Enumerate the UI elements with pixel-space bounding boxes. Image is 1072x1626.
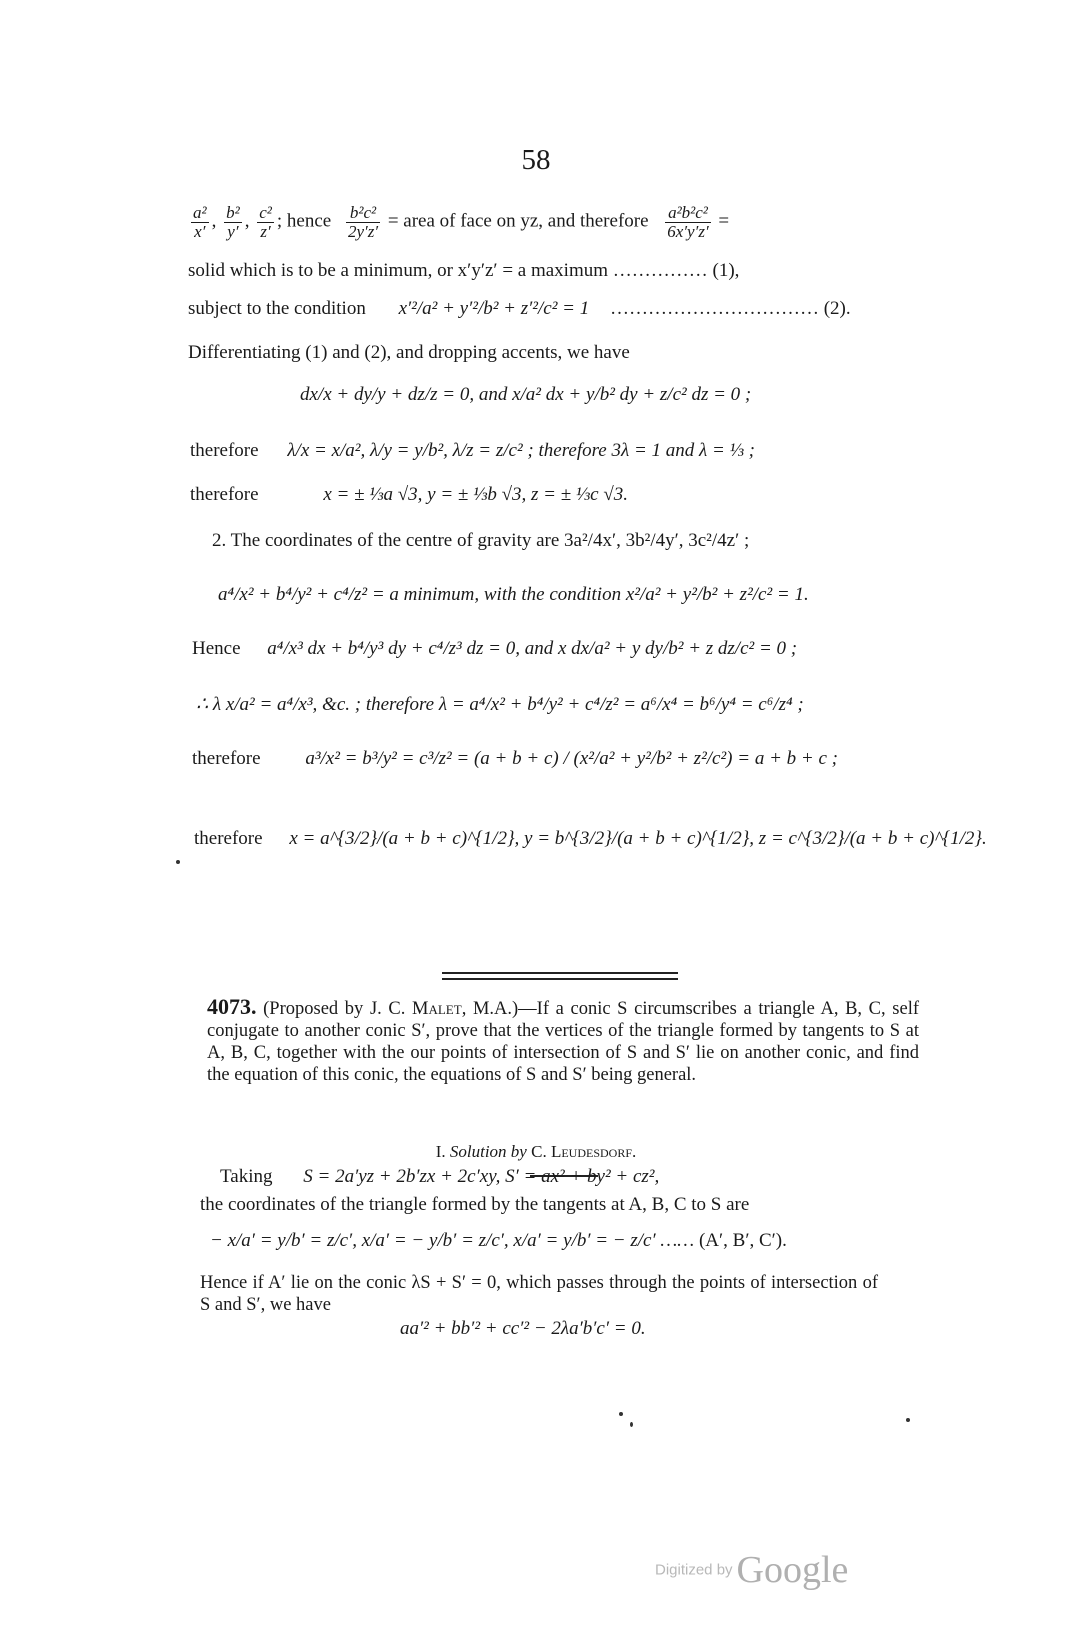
taking-expr: S = 2a′yz + 2b′zx + 2c′xy, S′ = ax² + by² + cz², [303,1166,660,1187]
problem-text-b: , M.A.)—If a conic S circumscribes a triangle A, B, C, self conjugate to another conic S′, prove that the vertices of the triangle formed by tangents to S at A, B, C, together with the our points of intersection of S and S′ lie on another conic, and find the equation of this conic, the equations of S and S′ being general. [207,999,919,1085]
area-text: = area of face on yz, and therefore [387,210,649,232]
frac-a2-x: $\frac{\text{a²}}{x'}$ [193,203,207,241]
final-xyz-expr: x = a^{3/2}/(a + b + c)^{1/2}, y = b^{3/2}/(a + b + c)^{1/2}, z = c^{3/2}/(a + b + c)^{1/2}. [289,828,987,849]
problem-number: 4073. [207,994,257,1019]
frac-c2-z: $\frac{\text{c²}}{z'}$ [259,203,272,241]
therefore-label-3: therefore [192,748,261,769]
google-watermark [655,1548,848,1592]
hence-text: ; hence [276,210,332,232]
watermark-small: Digitized by [655,1561,733,1579]
solution-author: Leudesdorf. [550,1142,637,1161]
page-number: 58 [521,144,551,176]
tangent-coords-expr: − x/a′ = y/b′ = z/c′, x/a′ = − y/b′ = z/c′, x/a′ = y/b′ = − z/c′ …… [210,1230,695,1251]
part2-line-6 [194,828,987,851]
lambda-expr: λ/x = x/a², λ/y = y/b², λ/z = z/c² ; therefore 3λ = 1 and λ = ⅓ ; [287,440,755,461]
condition-expr: x′²/a² + y′²/b² + z′²/c² = 1 [398,298,590,319]
condition-label: subject to the condition [188,298,366,319]
solution-line-3 [210,1230,787,1253]
top-line-4: Differentiating (1) and (2), and dropping accents, we have [188,342,630,363]
part2-line-1: 2. The coordinates of the centre of gravity are 3a²/4x′, 3b²/4y′, 3c²/4z′ ; [212,530,750,551]
stray-dot-1 [176,860,180,864]
solution-line-2: the coordinates of the triangle formed by the tangents at A, B, C to S are [200,1194,750,1215]
problem-author: Malet [412,999,462,1019]
part2-line-5 [192,748,838,771]
frac-solid: $\frac{\text{a²b²c²}}{6x'y'z'}$ [667,203,709,241]
solution-initial: C. [526,1142,551,1161]
top-line-6 [190,440,755,463]
hence-expr: a⁴/x³ dx + b⁴/y³ dy + c⁴/z³ dz = 0, and x dx/a² + y dy/b² + z dz/c² = 0 ; [267,638,798,659]
solution-numeral: I. [435,1142,450,1161]
therefore-label-1: therefore [190,440,259,461]
solution-heading [0,1142,1072,1162]
abc-ratio-expr: a³/x² = b³/y² = c³/z² = (a + b + c) / (x²/a² + y²/b² + z²/c²) = a + b + c ; [305,748,838,769]
condition-tail: …………………………… (2). [609,298,851,319]
top-line-1: $\frac{\text{a²}}{x'}$ , $\frac{\text{b²}}{y'}$ , $\frac{\text{c²}}{z'}$ ; hence $\frac{\text{b²c²}}{2y'z'}$ = area of face on yz, and therefore $\frac{\text{a²b²c²}}{6x'y'z'}$ = [193,203,730,241]
frac-b2-y: $\frac{\text{b²}}{y'}$ [226,203,240,241]
google-logo-text: Google [736,1549,849,1591]
top-line-7 [190,484,628,507]
solution-by: Solution by [449,1142,527,1161]
frac-face: $\frac{\text{b²c²}}{2y'z'}$ [347,203,379,241]
top-line-2: solid which is to be a minimum, or x′y′z′ = a maximum …………… (1), [188,260,740,281]
stray-dot-4 [630,1422,633,1427]
problem-text-a: (Proposed by J. C. [263,999,413,1019]
stray-dot-3 [619,1412,623,1416]
part2-line-4: ∴ λ x/a² = a⁴/x³, &c. ; therefore λ = a⁴/x² + b⁴/y² + c⁴/z² = a⁶/x⁴ = b⁶/y⁴ = c⁶/z⁴ ; [196,694,804,715]
solution-line-4: Hence if A′ lie on the conic λS + S′ = 0, which passes through the points of intersection of S and S′, we have [200,1273,878,1315]
stray-dot-2 [906,1418,910,1422]
solution-line-1 [220,1166,659,1189]
problem-4073 [207,996,919,1086]
hence-label: Hence [192,638,241,659]
xyz-solution: x = ± ⅓a √3, y = ± ⅓b √3, z = ± ⅓c √3. [323,484,629,505]
solution-line-5: aa′² + bb′² + cc′² − 2λa′b′c′ = 0. [400,1318,646,1339]
taking-label: Taking [220,1166,273,1187]
part2-line-3 [192,638,797,661]
therefore-label-4: therefore [194,828,263,849]
equals-end: = [718,210,730,232]
tangent-coords-tag: (A′, B′, C′). [698,1230,787,1251]
top-line-3 [188,298,851,321]
part2-line-2: a⁴/x² + b⁴/y² + c⁴/z² = a minimum, with the condition x²/a² + y²/b² + z²/c² = 1. [218,584,809,605]
top-line-5: dx/x + dy/y + dz/z = 0, and x/a² dx + y/b² dy + z/c² dz = 0 ; [300,384,752,405]
therefore-label-2: therefore [190,484,259,505]
section-divider [442,972,678,980]
